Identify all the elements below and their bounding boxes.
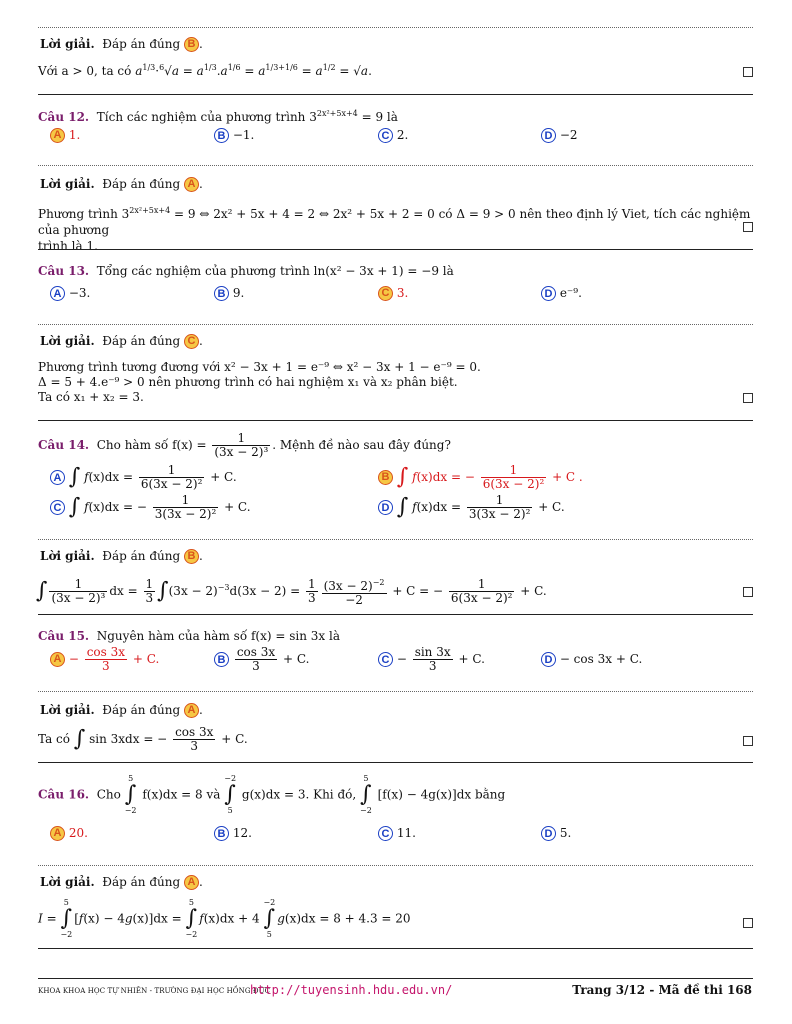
footer-rule <box>38 978 753 979</box>
question-stem: Câu 14. Cho hàm số f(x) = $\frac{1}{\text{(3x − 2)³}}$ . Mệnh đề nào sau đây đúng? <box>38 431 451 459</box>
solution-text: ∫ $\frac{1}{\text{(3x − 2)³}}$ dx = $\frac{1}{3}$ $\int(3x - 2)^{-3}d(3x - 2)$ = $\frac{1}{3}$ $\frac{(3x - 2)^{-2}}{-2}$ + C = − $\frac{1}{\text{6(3x − 2)²}}$ + C. <box>36 577 547 607</box>
separator-dotted <box>38 165 753 166</box>
footer-school: KHOA KHOA HỌC TỰ NHIÊN - TRƯỜNG ĐẠI HỌC HỒNG ĐỨC <box>38 987 271 995</box>
option-c[interactable]: C 3. <box>378 286 408 301</box>
option-d[interactable]: D − cos 3x + C. <box>541 652 642 667</box>
separator-dotted <box>38 539 753 540</box>
qed-square <box>743 918 753 928</box>
option-b[interactable]: B 9. <box>214 286 244 301</box>
option-c[interactable]: C ∫ f(x)dx = − $\frac{1}{\text{3(3x − 2)²}}$ + C. <box>50 494 251 521</box>
option-d[interactable]: D −2 <box>541 128 578 143</box>
question-stem: Câu 16. Cho 5 ∫ −2 f(x)dx = 8 và −2 ∫ 5 g(x)dx = 3. Khi đó, 5 ∫ −2 [f(x) − 4g(x)]dx bằng <box>38 774 506 815</box>
solution-header: Lời giải. Đáp án đúng B . <box>40 549 203 563</box>
option-c[interactable]: C 11. <box>378 826 416 841</box>
separator-rule <box>38 420 753 421</box>
qed-square <box>743 222 753 232</box>
option-d[interactable]: D ∫ f(x)dx = $\frac{1}{\text{3(3x − 2)²}}$ + C. <box>378 494 565 521</box>
separator-rule <box>38 94 753 95</box>
separator-dotted <box>38 324 753 325</box>
solution-text: Ta có ∫ sin 3xdx = − $\frac{\cos 3x}{3}$ + C. <box>38 725 248 753</box>
qed-square <box>743 587 753 597</box>
question-stem: Câu 13. Tổng các nghiệm của phương trình ln(x² − 3x + 1) = −9 là <box>38 264 454 278</box>
separator-rule <box>38 948 753 949</box>
qed-square <box>743 67 753 77</box>
option-d[interactable]: D e⁻⁹. <box>541 286 582 301</box>
option-b[interactable]: B ∫ f(x)dx = − $\frac{1}{\text{6(3x − 2)²}}$ + C . <box>378 464 583 491</box>
option-c[interactable]: C 2. <box>378 128 408 143</box>
separator-rule <box>38 249 753 250</box>
option-b[interactable]: B $\frac{\cos 3x}{3}$ + C. <box>214 646 309 673</box>
option-a[interactable]: A 1. <box>50 128 80 143</box>
option-a[interactable]: A 20. <box>50 826 88 841</box>
option-c[interactable]: C − $\frac{\sin 3x}{3}$ + C. <box>378 646 485 673</box>
page-number: Trang 3/12 - Mã đề thi 168 <box>572 983 752 997</box>
separator-rule <box>38 614 753 615</box>
separator-dotted <box>38 865 753 866</box>
option-a[interactable]: A −3. <box>50 286 90 301</box>
separator-rule <box>38 762 753 763</box>
answer-badge: B <box>184 37 199 52</box>
option-a[interactable]: A ∫ f(x)dx = $\frac{1}{\text{6(3x − 2)²}}$ + C. <box>50 464 237 491</box>
solution-header: Lời giải. Đáp án đúng A . <box>40 703 203 717</box>
solution-header: Lời giải. Đáp án đúng A . <box>40 177 203 191</box>
qed-square <box>743 393 753 403</box>
solution-text: I = 5 ∫ −2 [f(x) − 4g(x)]dx = 5 ∫ −2 f(x)dx + 4 −2 ∫ 5 g(x)dx = 8 + 4.3 = 20 <box>38 898 411 939</box>
separator-dotted <box>38 691 753 692</box>
qed-square <box>743 736 753 746</box>
option-a[interactable]: A − $\frac{\cos 3x}{3}$ + C. <box>50 646 159 673</box>
separator-dotted <box>38 27 753 28</box>
solution-text: Với a > 0, ta có $a^{1/3}\cdot^6√a = a^{1/3}.a^{1/6} = a^{1/3+1/6} = a^{1/2} = √a$. <box>38 63 372 78</box>
question-stem: Câu 15. Nguyên hàm của hàm số f(x) = sin 3x là <box>38 629 340 643</box>
question-stem: Câu 12. Tích các nghiệm của phương trình $3^{2x^2+5x+4} = 9$ là <box>38 109 398 124</box>
solution-header: Lời giải. Đáp án đúng B . <box>40 37 203 51</box>
option-b[interactable]: B −1. <box>214 128 254 143</box>
solution-text: Phương trình $3^{2x^2+5x+4} = 9$ ⇔ 2x² + 5x + 4 = 2 ⇔ 2x² + 5x + 2 = 0 có Δ = 9 > 0 nên theo định lý Viet, tích các nghiệm của phương trình là 1. <box>38 206 751 253</box>
option-d[interactable]: D 5. <box>541 826 571 841</box>
solution-text: Phương trình tương đương với x² − 3x + 1 = e⁻⁹ ⇔ x² − 3x + 1 − e⁻⁹ = 0. Δ = 5 + 4.e⁻⁹ > 0 nên phương trình có hai nghiệm x₁ và x₂ phân biệt. Ta có x₁ + x₂ = 3. <box>38 360 481 404</box>
option-b[interactable]: B 12. <box>214 826 252 841</box>
solution-header: Lời giải. Đáp án đúng A . <box>40 875 203 889</box>
solution-header: Lời giải. Đáp án đúng C . <box>40 334 203 348</box>
footer-link[interactable]: http://tuyensinh.hdu.edu.vn/ <box>250 983 453 997</box>
